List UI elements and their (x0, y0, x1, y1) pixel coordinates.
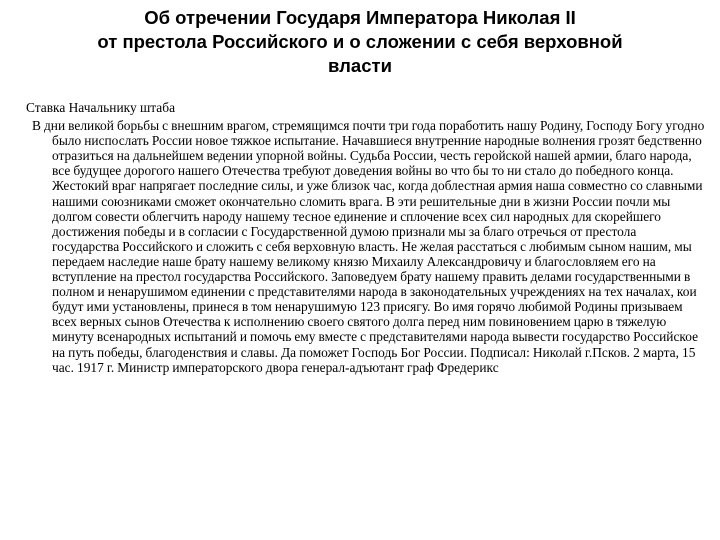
document-body (26, 100, 706, 375)
title-line-2: от престола Российского и о сложении с себя верховной (97, 31, 623, 52)
title-line-1: Об отречении Государя Императора Николая II (144, 7, 576, 28)
title-line-3: власти (328, 55, 392, 76)
addressee-line: Ставка Начальнику штаба (26, 100, 176, 115)
document-title (40, 6, 680, 78)
abdication-text: В дни великой борьбы с внешним врагом, стремящимся почти три года поработить нашу Родину, Господу Богу угодно было ниспослать России новое тяжкое испытание. Начавшиеся внутренние народные волнения грозят бедственно отразиться на дальнейшем ведении упорной войны. Судьба России, честь геройской нашей армии, благо народа, все будущее дорогого нашего Отечества требуют доведения войны во что бы то ни стало до победного конца. Жестокий враг напрягает последние силы, и уже близок час, когда доблестная армия наша совместно со славными нашими союзниками сможет окончательно сломить врага. В эти решительные дни в жизни России почли мы долгом совести облегчить народу нашему тесное единение и сплочение всех сил народных для скорейшего достижения победы и в согласии с Государственной думою признали мы за благо отречься от престола государства Российского и сложить с себя верховную власть. Не желая расстаться с любимым сыном нашим, мы передаем наследие наше брату нашему великому князю Михаилу Александровичу и благословляем его на вступление на престол государства Российского. Заповедуем брату нашему править делами государственными в полном и ненарушимом единении с представителями народа в законодательных учреждениях на тех началах, кои будут ими установлены, принеся в том ненарушимую 123 присягу. Во имя горячо любимой Родины призываем всех верных сынов Отечества к исполнению своего святого долга перед ним повиновением царю в тяжелую минуту всенародных испытаний и помочь ему вместе с представителями народа вывести государство Российское на путь победы, благоденствия и славы. Да поможет Господь Бог России. Подписал: Николай г.Псков. 2 марта, 15 час. 1917 г. Министр императорского двора генерал-адъютант граф Фредерикс (32, 118, 705, 375)
